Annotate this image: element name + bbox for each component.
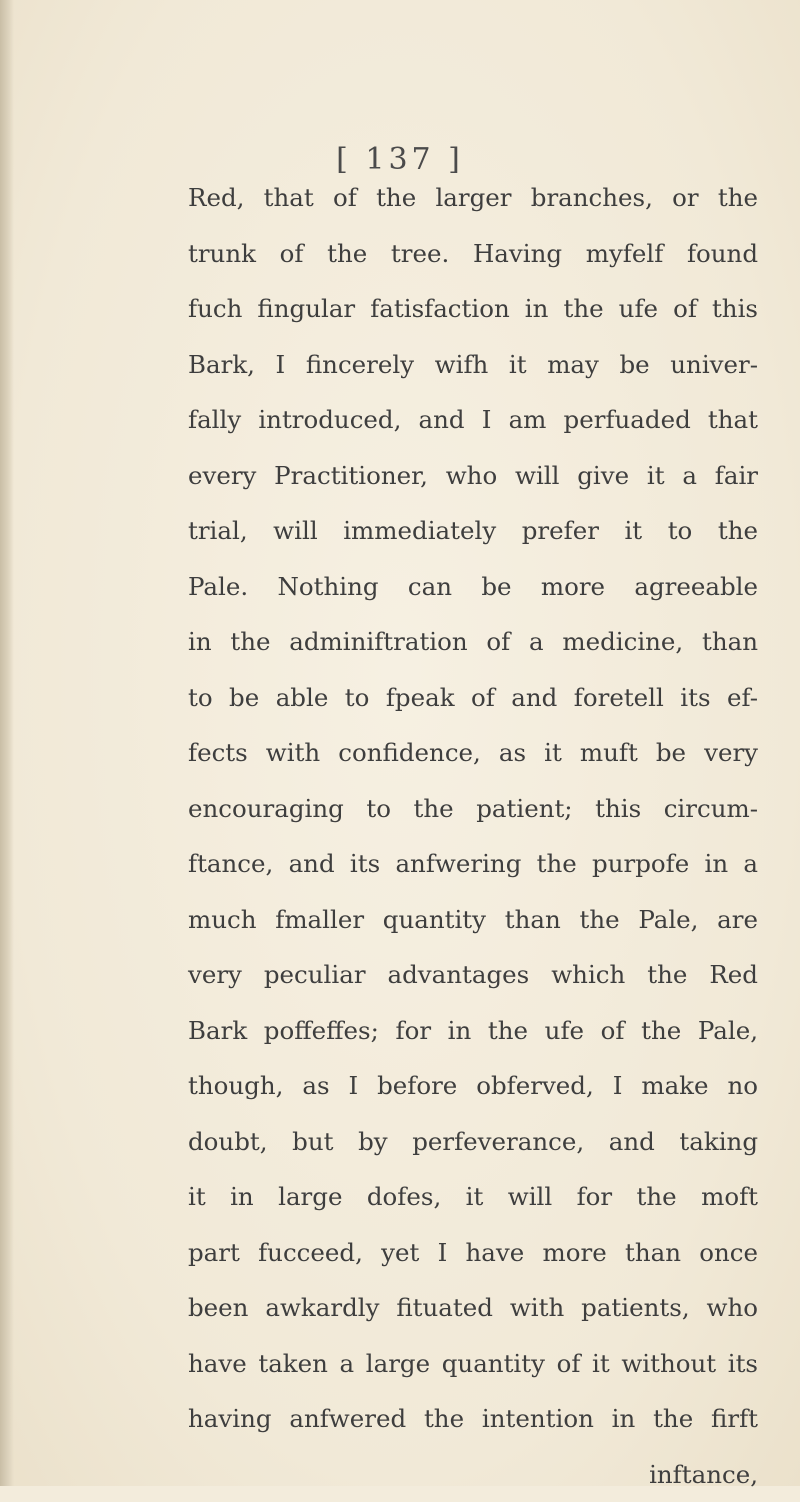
page-gutter-shadow	[0, 0, 14, 1486]
text-line: trial, will immediately prefer it to the	[188, 503, 758, 559]
text-line: Red, that of the larger branches, or the	[188, 170, 758, 226]
text-line: though, as I before obferved, I make no	[188, 1058, 758, 1114]
catchword: inftance,	[188, 1447, 758, 1502]
text-line: in the adminiftration of a medicine, than	[188, 614, 758, 670]
text-line: to be able to fpeak of and foretell its ef-	[188, 670, 758, 726]
text-line: been awkardly fituated with patients, who	[188, 1280, 758, 1336]
text-line: fally introduced, and I am perfuaded that	[188, 392, 758, 448]
text-line: Bark poffeffes; for in the ufe of the Pale,	[188, 1003, 758, 1059]
text-line: Pale. Nothing can be more agreeable	[188, 559, 758, 615]
text-line: every Practitioner, who will give it a fair	[188, 448, 758, 504]
text-line: fects with confidence, as it muft be very	[188, 725, 758, 781]
text-line: having anfwered the intention in the firft	[188, 1391, 758, 1447]
text-line: ftance, and its anfwering the purpofe in a	[188, 836, 758, 892]
text-line: Bark, I fincerely wifh it may be univer-	[188, 337, 758, 393]
text-line: have taken a large quantity of it without its	[188, 1336, 758, 1392]
page-number: [ 137 ]	[0, 142, 800, 177]
text-line: trunk of the tree. Having myfelf found	[188, 226, 758, 282]
text-line: it in large dofes, it will for the moft	[188, 1169, 758, 1225]
text-line: very peculiar advantages which the Red	[188, 947, 758, 1003]
text-line: encouraging to the patient; this circum-	[188, 781, 758, 837]
text-line: much fmaller quantity than the Pale, are	[188, 892, 758, 948]
text-line: doubt, but by perfeverance, and taking	[188, 1114, 758, 1170]
text-line: part fucceed, yet I have more than once	[188, 1225, 758, 1281]
text-line: fuch fingular fatisfaction in the ufe of this	[188, 281, 758, 337]
body-text	[188, 170, 758, 1502]
